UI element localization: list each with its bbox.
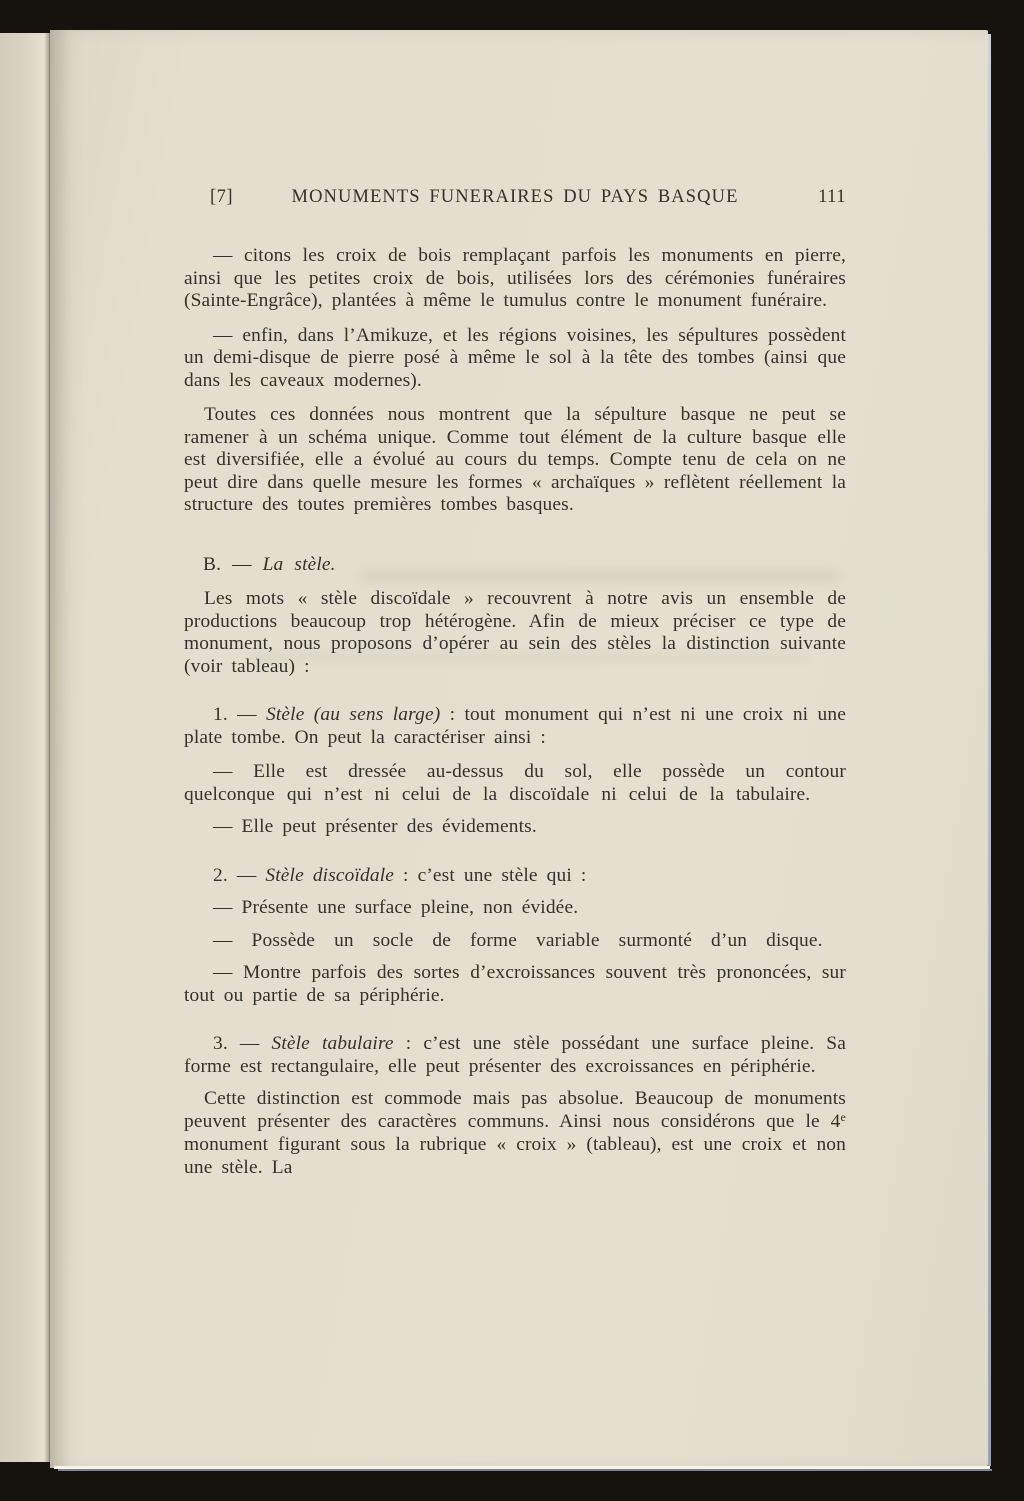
- item-3-stele-tabulaire: [184, 1033, 846, 1078]
- header-section-ref: [7]: [210, 187, 234, 207]
- section-title-italic: La stèle.: [262, 553, 336, 575]
- header-title: MONUMENTS FUNERAIRES DU PAYS BASQUE: [291, 187, 739, 207]
- page-content: [184, 186, 846, 1179]
- item-number: 1. —: [213, 704, 267, 725]
- item-number: 2. —: [213, 864, 266, 886]
- paragraph-stele-discoidale-intro: Les mots « stèle discoïdale » recouvrent à notre avis un ensemble de productions beaucoup trop hétérogène. Afin de mieux préciser ce type de monument, nous proposons d’opérer au sein des stèles la distinction suivante (voir tableau) :: [184, 588, 846, 677]
- bullet-excroissances: — Montre parfois des sortes d’excroissances souvent très prononcées, sur tout ou partie de sa périphérie.: [184, 962, 846, 1006]
- paragraph-text-before: Cette distinction est commode mais pas absolue. Beaucoup de monuments peuvent présenter des caractères communs. Ainsi nous considérons que le 4: [184, 1088, 846, 1132]
- page-edge-right: [988, 34, 991, 1466]
- paragraph-amikuze: — enfin, dans l’Amikuze, et les régions voisines, les sépultures possèdent un demi-disque de pierre posé à même le sol à la tête des tombes (ainsi que dans les caveaux modernes).: [184, 324, 846, 391]
- item-text: : c’est une stèle possédant une surface pleine. Sa forme est rectangulaire, elle peut présenter des excroissances en périphérie.: [184, 1033, 846, 1077]
- item-term-italic: Stèle tabulaire: [271, 1033, 394, 1054]
- section-heading-b: [184, 554, 846, 577]
- item-term-italic: Stèle discoïdale: [265, 864, 395, 886]
- bullet-surface-pleine: — Présente une surface pleine, non évidée.: [213, 897, 579, 918]
- paragraph-croix-de-bois: — citons les croix de bois remplaçant parfois les monuments en pierre, ainsi que les petites croix de bois, utilisées lors des cérémonies funéraires (Sainte-Engrâce), plantées à même le tumulus contre le monument funéraire.: [184, 245, 846, 311]
- gutter-fold: [0, 33, 50, 1462]
- bullet-socle-disque: — Possède un socle de forme variable surmonté d’un disque.: [213, 929, 823, 951]
- bullet-evidements: — Elle peut présenter des évidements.: [213, 816, 537, 837]
- paragraph-distinction-commode: [184, 1088, 846, 1179]
- item-2-stele-discoidale: [184, 865, 846, 888]
- item-number: 3. —: [213, 1033, 272, 1054]
- item-term-italic: Stèle (au sens large): [266, 704, 441, 725]
- section-letter: B. —: [203, 553, 263, 575]
- bullet-dressee-au-dessus: — Elle est dressée au-dessus du sol, elle possède un contour quelconque qui n’est ni celui de la discoïdale ni celui de la tabulaire.: [184, 761, 846, 805]
- paragraph-text-after: monument figurant sous la rubrique « croix » (tableau), est une croix et non une stèle. La: [184, 1134, 846, 1178]
- paragraph-synthese-sepulture: Toutes ces données nous montrent que la sépulture basque ne peut se ramener à un schéma unique. Comme tout élément de la culture basque elle est diversifiée, elle a évolué au cours du temps. Compte tenu de cela on ne peut dire dans quelle mesure les formes « archaïques » reflètent réellement la structure des toutes premières tombes basques.: [184, 404, 846, 515]
- item-text: : c’est une stèle qui :: [394, 864, 587, 886]
- item-1-stele-sens-large: [184, 704, 846, 749]
- running-header: [184, 186, 846, 208]
- page-edge-bottom-shadow: [58, 1469, 992, 1471]
- header-page-number: 111: [818, 187, 846, 207]
- superscript-e: e: [840, 1109, 846, 1124]
- item-text: : tout monument qui n’est ni une croix ni une plate tombe. On peut la caractériser ainsi :: [184, 704, 846, 748]
